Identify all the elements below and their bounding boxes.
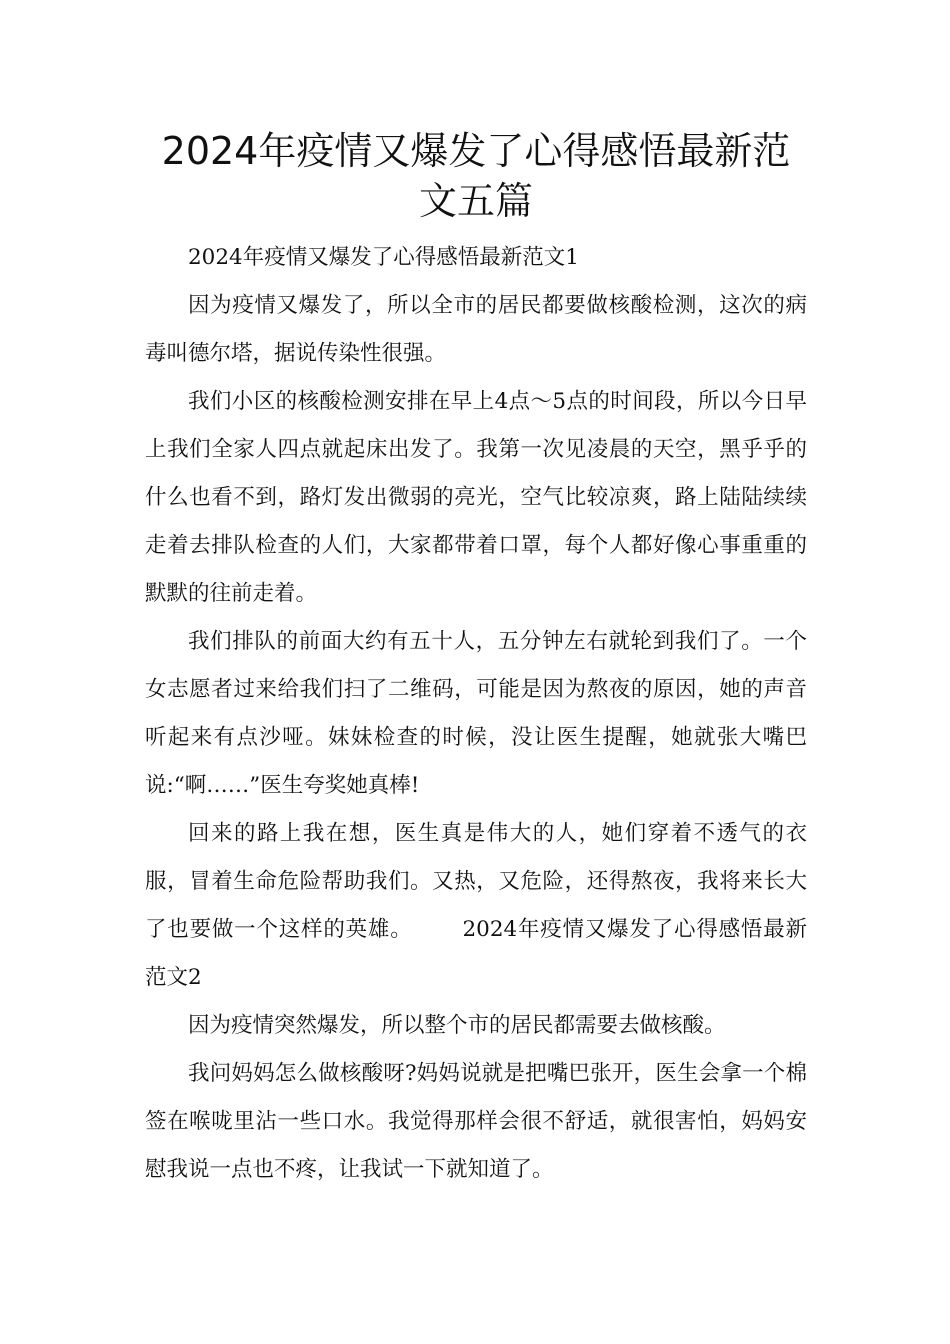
paragraph: 我们小区的核酸检测安排在早上4点～5点的时间段，所以今日早上我们全家人四点就起床出发了。我第一次见凌晨的天空，黑乎乎的什么也看不到，路灯发出微弱的亮光，空气比较凉爽，路上陆陆续续走着去排队检查的人们，大家都带着口罩，每个人都好像心事重重的默默的往前走着。 — [145, 389, 807, 606]
paragraph: 因为疫情又爆发了，所以全市的居民都要做核酸检测，这次的病毒叫德尔塔，据说传染性很强。 — [145, 293, 807, 366]
paragraph — [145, 810, 807, 1002]
document-page — [145, 126, 807, 1194]
paragraph: 我问妈妈怎么做核酸呀?妈妈说就是把嘴巴张开，医生会拿一个棉签在喉咙里沾一些口水。我觉得那样会很不舒适，就很害怕，妈妈安慰我说一点也不疼，让我试一下就知道了。 — [145, 1061, 807, 1182]
document-title: 2024年疫情又爆发了心得感悟最新范文五篇 — [161, 129, 791, 223]
section-heading-1: 2024年疫情又爆发了心得感悟最新范文1 — [188, 245, 579, 270]
paragraph-text: 回来的路上我在想，医生真是伟大的人，她们穿着不透气的衣服，冒着生命危险帮助我们。又热，又危险，还得熬夜，我将来长大了也要做一个这样的英雄。 — [145, 821, 807, 942]
section-heading-2: 2024年疫情又爆发了心得感悟最新范文2 — [145, 917, 807, 990]
paragraph: 我们排队的前面大约有五十人，五分钟左右就轮到我们了。一个女志愿者过来给我们扫了二维码，可能是因为熬夜的原因，她的声音听起来有点沙哑。妹妹检查的时候，没让医生提醒，她就张大嘴巴说:“啊……”医生夸奖她真棒! — [145, 629, 807, 798]
paragraph: 因为疫情突然爆发，所以整个市的居民都需要去做核酸。 — [188, 1013, 726, 1038]
